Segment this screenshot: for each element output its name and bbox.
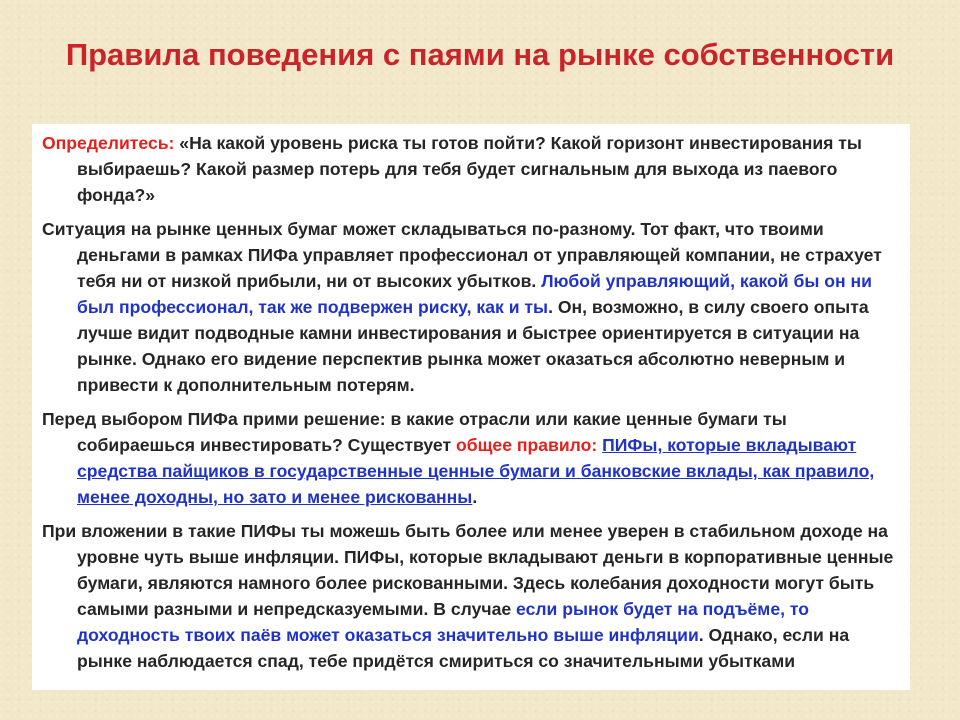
paragraph-investment-outcome xyxy=(42,518,900,674)
content-box xyxy=(32,124,910,690)
market-text-after: . Он, возможно, в силу своего опыта лучше видит подводные камни инвестирования и быстрее ориентируется в ситуации на рынке. Однако его видение перспектив рынка может оказаться абсолютно неверным и привести к дополнительным потерям. xyxy=(77,297,869,395)
general-rule-label: общее правило: xyxy=(455,435,598,455)
paragraph-market-situation xyxy=(42,216,900,398)
slide-title: Правила поведения с паями на рынке собственности xyxy=(65,37,895,72)
market-rise-highlight: если рынок будет на подъёме, то доходность твоих паёв может оказаться значительно выше инфляции xyxy=(77,599,810,645)
outcome-text-before: При вложении в такие ПИФы ты можешь быть более или менее уверен в стабильном доходе на уровне чуть выше инфляции. ПИФы, которые вкладывают деньги в корпоративные ценные бумаги, являются намного более рискованными. Здесь колебания доходности могут быть самыми разными и непредсказуемыми. В случае xyxy=(42,521,894,619)
choice-text-before: Перед выбором ПИФа прими решение: в какие отрасли или какие ценные бумаги ты собираешься инвестировать? Существует xyxy=(42,409,787,455)
choice-text-after: . xyxy=(472,487,478,507)
paragraph-define-risk xyxy=(42,130,900,208)
define-lead: Определитесь: xyxy=(42,133,175,153)
define-questions: «На какой уровень риска ты готов пойти? Какой горизонт инвестирования ты выбираешь? Какой размер потерь для тебя будет сигнальным для выхода из паевого фонда?» xyxy=(77,133,862,205)
market-text-before: Ситуация на рынке ценных бумаг может складываться по-разному. Тот факт, что твоими деньгами в рамках ПИФа управляет профессионал от управляющей компании, не страхует тебя ни от низкой прибыли, ни от высоких убытков. xyxy=(42,219,882,291)
outcome-text-after: . Однако, если на рынке наблюдается спад, тебе придётся смириться со значительными убытками xyxy=(77,625,850,671)
paragraph-fund-choice xyxy=(42,406,900,510)
general-rule-link[interactable]: ПИФы, которые вкладывают средства пайщиков в государственные ценные бумаги и банковские вклады, как правило, менее доходны, но зато и менее рискованны xyxy=(77,435,875,507)
manager-risk-highlight: Любой управляющий, какой бы он ни был профессионал, так же подвержен риску, как и ты xyxy=(77,271,872,317)
